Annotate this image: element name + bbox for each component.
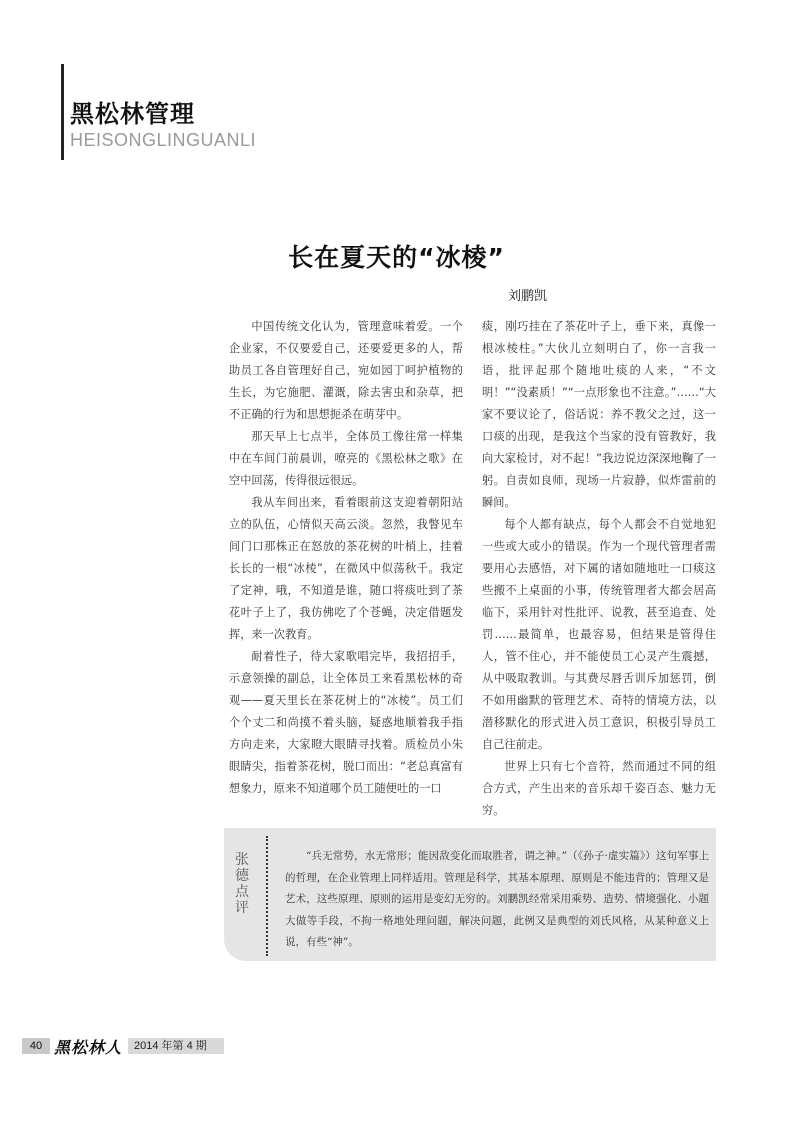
paragraph: 我从车间出来，看着眼前这支迎着朝阳站立的队伍，心情似天高云淡。忽然，我瞥见车间门口那株正在怒放的茶花树的叶梢上，挂着长长的一根“冰棱”，在微风中似荡秋千。我定了定神，哦，不知道是谁，随口将痰吐到了茶花叶子上了，我仿佛吃了个苍蝇，决定借题发挥，来一次教育。 [229,496,463,641]
section-title: 黑松林管理 [70,100,195,128]
article-column-right [482,316,716,822]
paragraph: 那天早上七点半，全体员工像往常一样集中在车间门前晨训，嘹亮的《黑松林之歌》在空中回荡，传得很远很远。 [229,430,463,487]
page-footer [22,1037,224,1057]
magazine-logo: 黑松林人 [54,1037,123,1057]
issue-label: 2014 年第 4 期 [128,1038,224,1054]
editor-comment-label: 张 德 点 评 [235,852,249,916]
section-header-bar [61,64,64,160]
section-subtitle: HEISONGLINGUANLI [70,130,257,150]
article-column-left [229,316,463,800]
paragraph: 每个人都有缺点，每个人都会不自觉地犯一些或大或小的错误。作为一个现代管理者需要用心去感悟，对下属的诸如随地吐一口痰这些搬不上桌面的小事，传统管理者大都会居高临下，采用针对性批评、说教，甚至追查、处罚……最简单，也最容易，但结果是管得住人，管不住心，并不能使员工心灵产生震撼，从中吸取教训。与其费尽唇舌训斥加惩罚，倒不如用幽默的管理艺术、奇特的情境方法，以潜移默化的形式进入员工意识，积极引导员工自己往前走。 [482,518,716,751]
paragraph: 世界上只有七个音符，然而通过不同的组合方式，产生出来的音乐却千姿百态、魅力无穷。 [482,760,716,817]
paragraph-continued: 痰，刚巧挂在了茶花叶子上，垂下来，真像一根冰棱柱。”大伙儿立刻明白了，你一言我一语，批评起那个随地吐痰的人来，“不文明！”“没素质！”“一点形象也不注意。”……“大家不要议论了，俗话说：养不教父之过，这一口痰的出现，是我这个当家的没有管教好，我向大家检讨，对不起！”我边说边深深地鞠了一躬。自责如良师，现场一片寂静，似炸雷前的瞬间。 [482,320,716,509]
comment-divider [266,836,268,956]
article-author: 刘鹏凯 [508,289,548,304]
paragraph: 耐着性子，待大家歌唱完毕，我招招手，示意领操的副总，让全体员工来看黑松林的奇观——夏天里长在茶花树上的“冰棱”。员工们个个丈二和尚摸不着头脑，疑惑地顺着我手指方向走来，大家瞪大眼睛寻找着。质检员小朱眼睛尖，指着茶花树，脱口而出：“老总真富有想象力，原来不知道哪个员工随便吐的一口 [229,650,463,795]
editor-comment-text: “兵无常势，水无常形；能因敌变化而取胜者，谓之神。”（《孙子·虚实篇》）这句军事上的哲理，在企业管理上同样适用。管理是科学，其基本原理、原则是不能违背的；管理又是艺术，这些原理、原则的运用是变幻无穷的。刘鹏凯经常采用乘势、造势、情境强化、小题大做等手段，不拘一格地处理问题，解决问题，此例又是典型的刘氏风格，从某种意义上说，有些“神”。 [285,850,709,949]
article-title: 长在夏天的“冰棱” [288,243,505,272]
page-number: 40 [22,1038,50,1054]
paragraph: 中国传统文化认为，管理意味着爱。一个企业家，不仅要爱自己，还要爱更多的人，帮助员工各自管理好自己，宛如园丁呵护植物的生长，为它施肥、灌溉，除去害虫和杂草，把不正确的行为和思想扼杀在萌芽中。 [229,320,463,421]
